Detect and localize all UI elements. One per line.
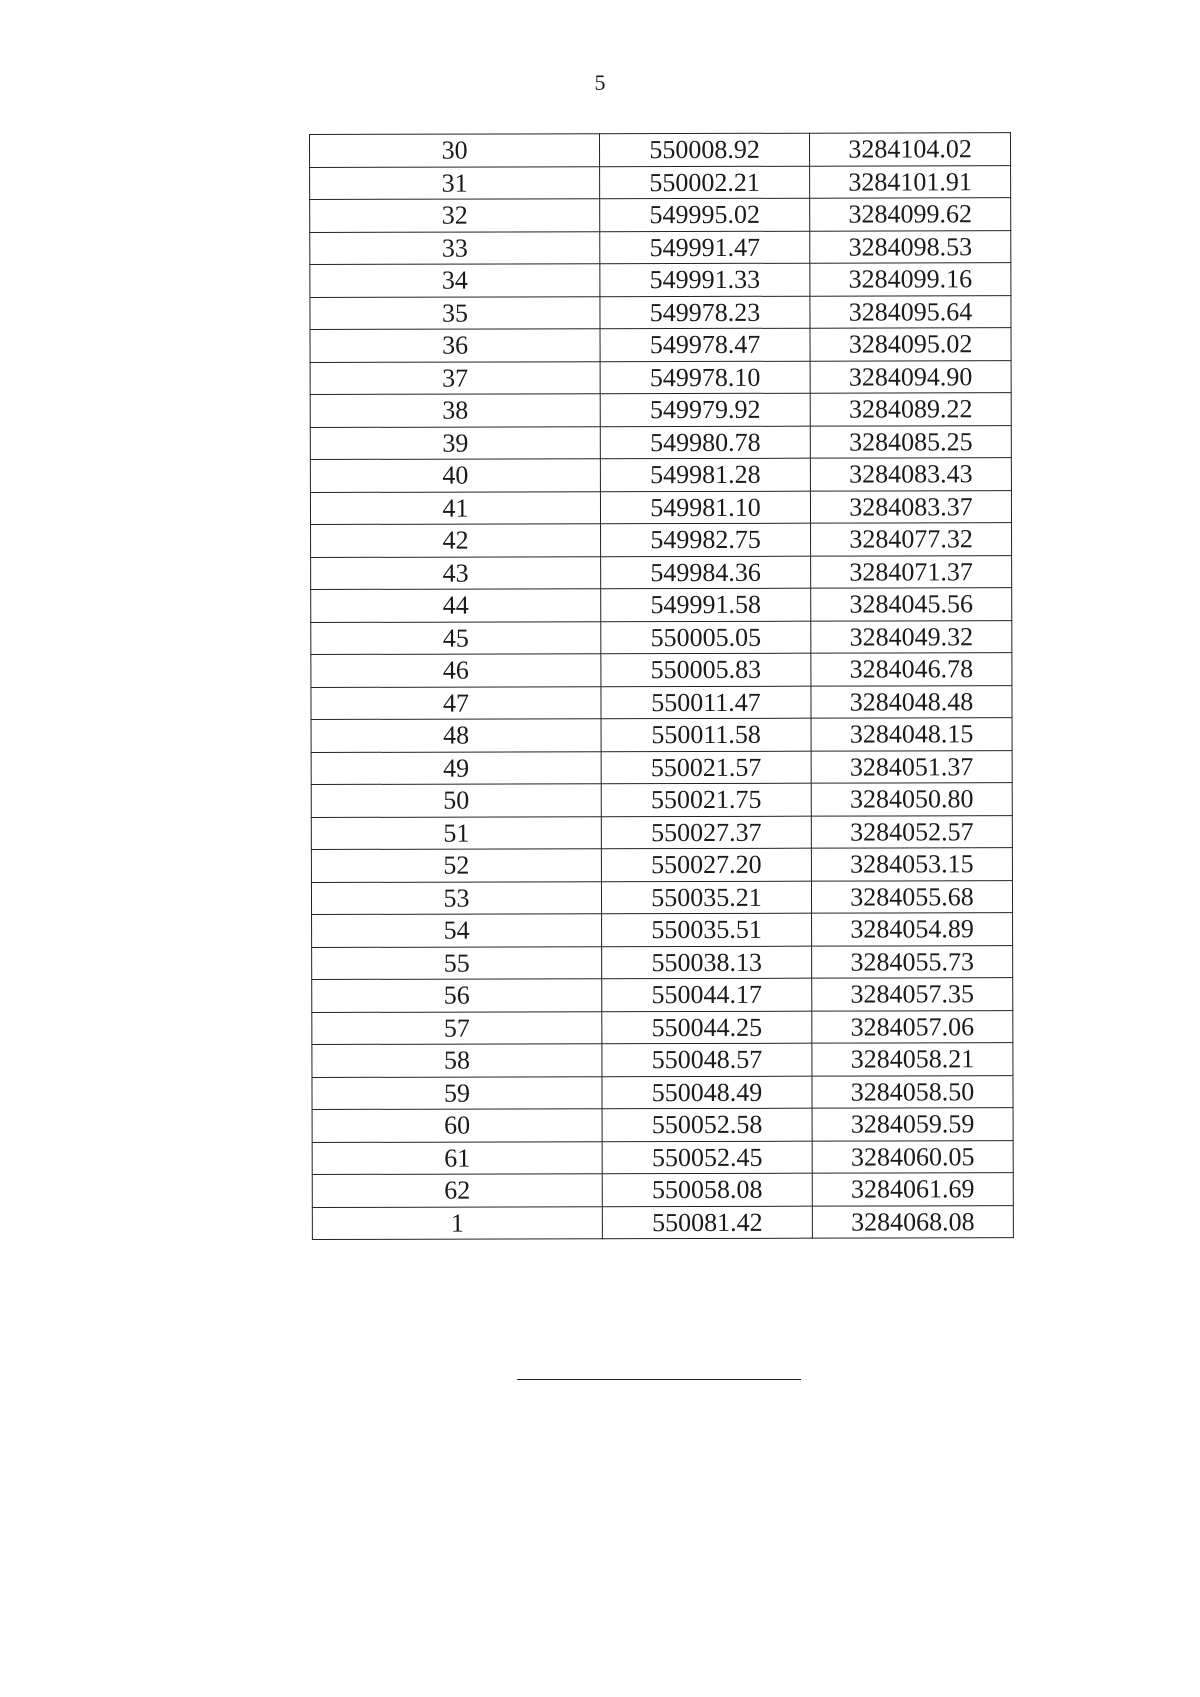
y-coordinate-cell: 3284045.56 <box>811 588 1012 621</box>
table-row <box>311 750 1012 784</box>
y-coordinate-cell: 3284077.32 <box>811 523 1012 556</box>
y-coordinate-cell: 3284055.73 <box>812 945 1013 978</box>
table-row <box>310 165 1011 199</box>
x-coordinate-cell: 549984.36 <box>601 556 811 589</box>
y-coordinate-cell: 3284057.35 <box>812 978 1013 1011</box>
x-coordinate-cell: 549991.33 <box>600 263 810 296</box>
point-number-cell: 1 <box>312 1206 602 1239</box>
table-row <box>311 685 1012 719</box>
x-coordinate-cell: 550021.57 <box>601 751 811 784</box>
x-coordinate-cell: 550038.13 <box>602 946 812 979</box>
x-coordinate-cell: 550048.57 <box>602 1043 812 1076</box>
point-number-cell: 62 <box>312 1174 602 1207</box>
x-coordinate-cell: 550044.25 <box>602 1011 812 1044</box>
table-row <box>310 328 1011 362</box>
table-row <box>312 1108 1013 1142</box>
end-rule <box>517 1379 801 1380</box>
point-number-cell: 61 <box>312 1141 602 1174</box>
point-number-cell: 35 <box>310 296 600 329</box>
point-number-cell: 55 <box>312 946 602 979</box>
x-coordinate-cell: 550005.83 <box>601 653 811 686</box>
point-number-cell: 45 <box>311 621 601 654</box>
x-coordinate-cell: 550008.92 <box>600 133 810 166</box>
x-coordinate-cell: 550005.05 <box>601 621 811 654</box>
table-row <box>311 815 1012 849</box>
x-coordinate-cell: 549995.02 <box>600 198 810 231</box>
x-coordinate-cell: 550011.58 <box>601 718 811 751</box>
y-coordinate-cell: 3284071.37 <box>811 555 1012 588</box>
point-number-cell: 43 <box>311 556 601 589</box>
table-row <box>312 945 1013 979</box>
table-row <box>312 913 1013 947</box>
point-number-cell: 37 <box>310 361 600 394</box>
y-coordinate-cell: 3284098.53 <box>810 230 1011 263</box>
x-coordinate-cell: 550035.21 <box>601 881 811 914</box>
table-row <box>311 718 1012 752</box>
point-number-cell: 51 <box>311 816 601 849</box>
point-number-cell: 47 <box>311 686 601 719</box>
table-row <box>312 1140 1013 1174</box>
x-coordinate-cell: 550052.58 <box>602 1108 812 1141</box>
y-coordinate-cell: 3284083.37 <box>810 490 1011 523</box>
point-number-cell: 46 <box>311 654 601 687</box>
x-coordinate-cell: 549991.47 <box>600 231 810 264</box>
table-row <box>310 133 1011 167</box>
y-coordinate-cell: 3284061.69 <box>812 1173 1013 1206</box>
x-coordinate-cell: 549978.47 <box>600 328 810 361</box>
y-coordinate-cell: 3284054.89 <box>812 913 1013 946</box>
point-number-cell: 49 <box>311 751 601 784</box>
x-coordinate-cell: 550002.21 <box>600 166 810 199</box>
y-coordinate-cell: 3284048.48 <box>811 685 1012 718</box>
table-row <box>311 620 1012 654</box>
y-coordinate-cell: 3284053.15 <box>811 848 1012 881</box>
x-coordinate-cell: 549979.92 <box>600 393 810 426</box>
x-coordinate-cell: 550044.17 <box>602 978 812 1011</box>
point-number-cell: 56 <box>312 979 602 1012</box>
y-coordinate-cell: 3284051.37 <box>811 750 1012 783</box>
table-row <box>310 295 1011 329</box>
table-row <box>310 360 1011 394</box>
x-coordinate-cell: 549981.28 <box>600 458 810 491</box>
table-row <box>311 783 1012 817</box>
x-coordinate-cell: 549991.58 <box>601 588 811 621</box>
point-number-cell: 57 <box>312 1011 602 1044</box>
x-coordinate-cell: 549978.10 <box>600 361 810 394</box>
table-row <box>311 653 1012 687</box>
table-row <box>311 588 1012 622</box>
y-coordinate-cell: 3284083.43 <box>810 458 1011 491</box>
table-row <box>312 1010 1013 1044</box>
y-coordinate-cell: 3284057.06 <box>812 1010 1013 1043</box>
y-coordinate-cell: 3284049.32 <box>811 620 1012 653</box>
y-coordinate-cell: 3284060.05 <box>812 1140 1013 1173</box>
table-row <box>311 523 1012 557</box>
point-number-cell: 32 <box>310 199 600 232</box>
table-row <box>312 1043 1013 1077</box>
x-coordinate-cell: 550052.45 <box>602 1141 812 1174</box>
table-row <box>310 198 1011 232</box>
point-number-cell: 40 <box>310 459 600 492</box>
x-coordinate-cell: 550081.42 <box>602 1206 812 1239</box>
y-coordinate-cell: 3284089.22 <box>810 393 1011 426</box>
x-coordinate-cell: 550058.08 <box>602 1173 812 1206</box>
x-coordinate-cell: 550035.51 <box>602 913 812 946</box>
y-coordinate-cell: 3284059.59 <box>812 1108 1013 1141</box>
point-number-cell: 60 <box>312 1109 602 1142</box>
table-row <box>310 230 1011 264</box>
point-number-cell: 42 <box>311 524 601 557</box>
y-coordinate-cell: 3284099.16 <box>810 263 1011 296</box>
x-coordinate-cell: 549981.10 <box>600 491 810 524</box>
y-coordinate-cell: 3284048.15 <box>811 718 1012 751</box>
point-number-cell: 33 <box>310 231 600 264</box>
point-number-cell: 52 <box>311 849 601 882</box>
y-coordinate-cell: 3284095.64 <box>810 295 1011 328</box>
table-row <box>312 1173 1013 1207</box>
point-number-cell: 59 <box>312 1076 602 1109</box>
point-number-cell: 30 <box>310 134 600 167</box>
x-coordinate-cell: 550021.75 <box>601 783 811 816</box>
x-coordinate-cell: 550027.37 <box>601 816 811 849</box>
point-number-cell: 31 <box>310 166 600 199</box>
y-coordinate-cell: 3284055.68 <box>811 880 1012 913</box>
y-coordinate-cell: 3284058.50 <box>812 1075 1013 1108</box>
table-row <box>310 263 1011 297</box>
point-number-cell: 44 <box>311 589 601 622</box>
table-row <box>310 393 1011 427</box>
point-number-cell: 50 <box>311 784 601 817</box>
point-number-cell: 54 <box>312 914 602 947</box>
x-coordinate-cell: 549978.23 <box>600 296 810 329</box>
table-row <box>312 1205 1013 1239</box>
y-coordinate-cell: 3284046.78 <box>811 653 1012 686</box>
y-coordinate-cell: 3284099.62 <box>810 198 1011 231</box>
y-coordinate-cell: 3284095.02 <box>810 328 1011 361</box>
table-row <box>312 1075 1013 1109</box>
y-coordinate-cell: 3284058.21 <box>812 1043 1013 1076</box>
point-number-cell: 41 <box>310 491 600 524</box>
point-number-cell: 48 <box>311 719 601 752</box>
x-coordinate-cell: 549982.75 <box>601 523 811 556</box>
point-number-cell: 36 <box>310 329 600 362</box>
coordinates-table <box>309 132 1014 1240</box>
page-number: 5 <box>594 70 606 95</box>
point-number-cell: 38 <box>310 394 600 427</box>
table-row <box>311 848 1012 882</box>
y-coordinate-cell: 3284068.08 <box>812 1205 1013 1238</box>
point-number-cell: 58 <box>312 1044 602 1077</box>
table-row <box>310 490 1011 524</box>
point-number-cell: 39 <box>310 426 600 459</box>
x-coordinate-cell: 550027.20 <box>601 848 811 881</box>
y-coordinate-cell: 3284104.02 <box>809 133 1010 166</box>
table-row <box>310 458 1011 492</box>
table-row <box>311 555 1012 589</box>
table-row <box>312 978 1013 1012</box>
table-row <box>311 880 1012 914</box>
y-coordinate-cell: 3284052.57 <box>811 815 1012 848</box>
table-row <box>310 425 1011 459</box>
x-coordinate-cell: 550011.47 <box>601 686 811 719</box>
point-number-cell: 34 <box>310 264 600 297</box>
x-coordinate-cell: 549980.78 <box>600 426 810 459</box>
y-coordinate-cell: 3284050.80 <box>811 783 1012 816</box>
point-number-cell: 53 <box>311 881 601 914</box>
y-coordinate-cell: 3284101.91 <box>810 165 1011 198</box>
y-coordinate-cell: 3284085.25 <box>810 425 1011 458</box>
x-coordinate-cell: 550048.49 <box>602 1076 812 1109</box>
coordinates-table-body <box>310 133 1014 1240</box>
y-coordinate-cell: 3284094.90 <box>810 360 1011 393</box>
